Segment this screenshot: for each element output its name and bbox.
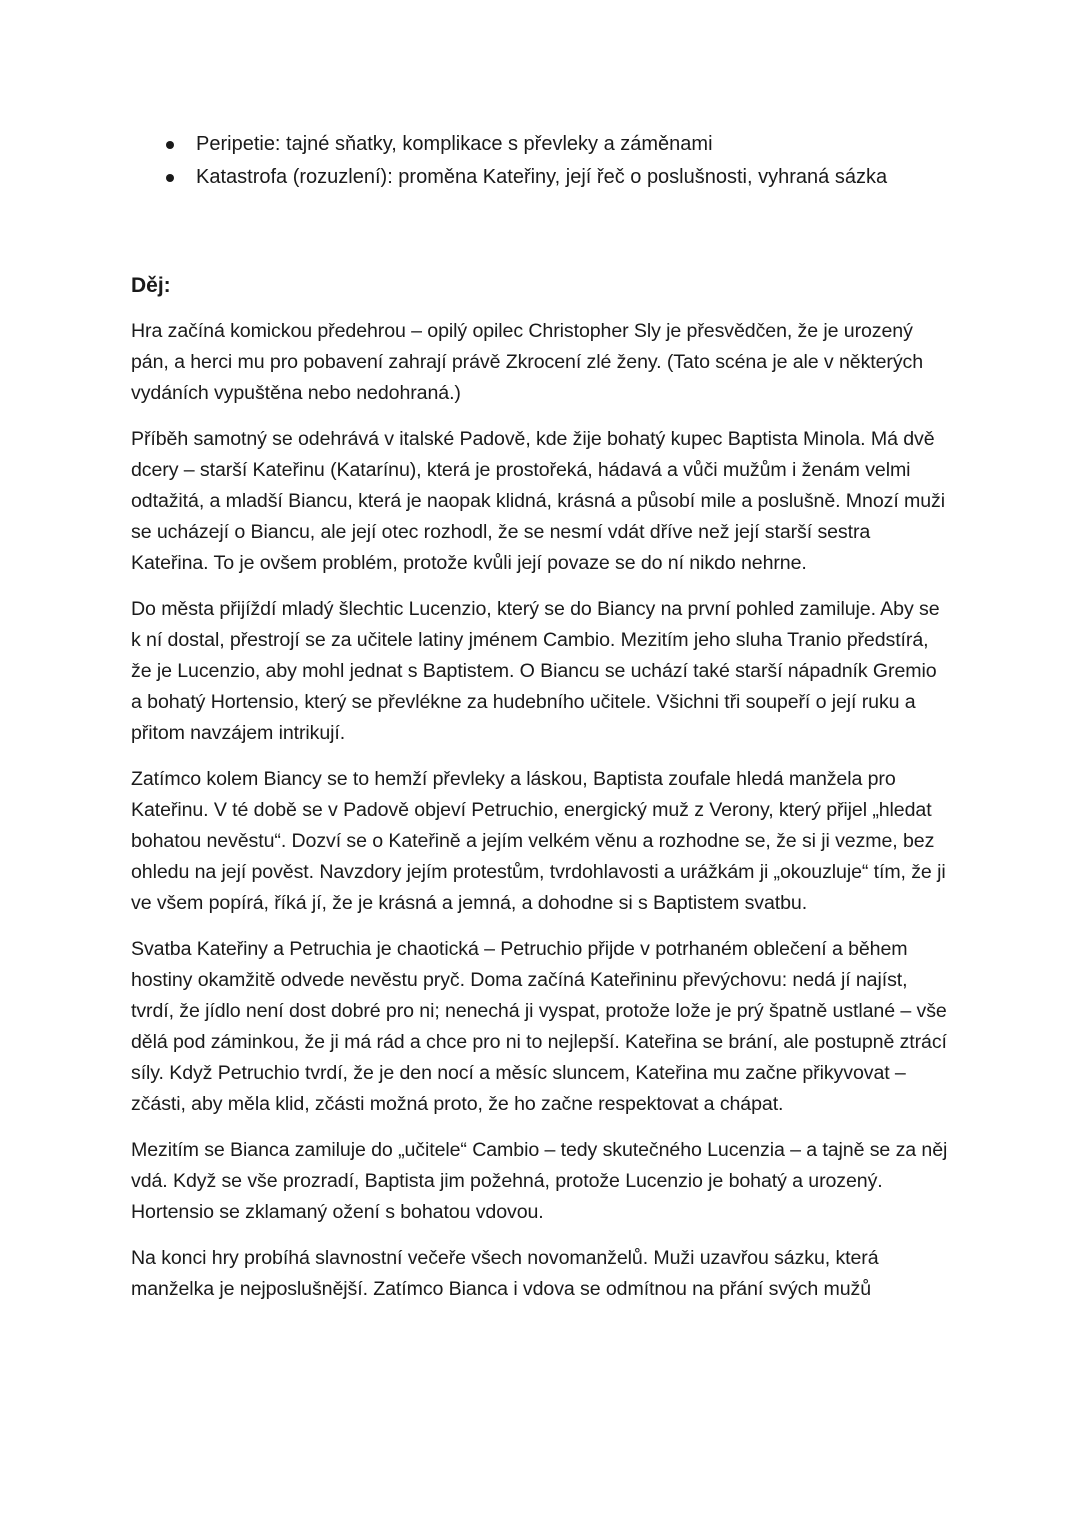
paragraph-lucenzio: Do města přijíždí mladý šlechtic Lucenzio, který se do Biancy na první pohled zamiluje. Aby se k ní dostal, přestrojí se za učitele latiny jménem Cambio. Mezitím jeho sluha Tranio předstírá, že je Lucenzio, aby mohl jednat s Baptistem. O Biancu se uchází také starší nápadník Gremio a bohatý Hortensio, který se převlékne za hudebního učitele. Všichni tři soupeří o její ruku a přitom navzájem intrikují.: [131, 598, 940, 744]
paragraph-setting: Příběh samotný se odehrává v italské Padově, kde žije bohatý kupec Baptista Minola. Má dvě dcery – starší Kateřinu (Katarínu), která je prostořeká, hádavá a vůči mužům i ženám velmi odtažitá, a mladší Biancu, která je naopak klidná, krásná a působí mile a poslušně. Mnozí muži se ucházejí o Biancu, ale její otec rozhodl, že se nesmí vdát dříve než její starší sestra Kateřina. To je ovšem problém, protože kvůli její povaze se do ní nikdo nehrne.: [131, 428, 945, 574]
paragraph-prologue: Hra začíná komickou předehrou – opilý opilec Christopher Sly je přesvědčen, že je urozený pán, a herci mu pro pobavení zahrají právě Zkrocení zlé ženy. (Tato scéna je ale v některých vydáních vypuštěna nebo nedohraná.): [131, 320, 924, 404]
paragraph-petruchio: Zatímco kolem Biancy se to hemží převleky a láskou, Baptista zoufale hledá manžela pro Kateřinu. V té době se v Padově objeví Petruchio, energický muž z Verony, který přijel „hledat bohatou nevěstu“. Dozví se o Kateřině a jejím velkém věnu a rozhodne se, že si ji vezme, bez ohledu na její pověst. Navzdory jejím protestům, tvrdohlavosti a urážkám ji „okouzluje“ tím, že ji ve všem popírá, říká jí, že je krásná a jemná, a dohodne si s Baptistem svatbu.: [131, 768, 946, 914]
section-heading-plot: Děj:: [131, 274, 171, 297]
bullet-item-peripetie: [160, 128, 980, 161]
bullet-dot-icon: [166, 174, 174, 182]
bullet-item-katastrofa: [160, 161, 980, 194]
bullet-list: [160, 128, 980, 194]
paragraph-bianca-marriage: Mezitím se Bianca zamiluje do „učitele“ Cambio – tedy skutečného Lucenzia – a tajně se za něj vdá. Když se vše prozradí, Baptista jim požehná, protože Lucenzio je bohatý a urozený. Hortensio se zklamaný ožení s bohatou vdovou.: [131, 1139, 948, 1223]
bullet-dot-icon: [166, 141, 174, 149]
paragraph-wedding: Svatba Kateřiny a Petruchia je chaotická – Petruchio přijde v potrhaném oblečení a během hostiny okamžitě odvede nevěstu pryč. Doma začíná Kateřininu převýchovu: nedá jí najíst, tvrdí, že jídlo není dost dobré pro ni; nenechá ji vyspat, protože lože je prý špatně ustlané – vše dělá pod záminkou, že ji má rád a chce pro ni to nejlepší. Kateřina se brání, ale postupně ztrácí síly. Když Petruchio tvrdí, že je den nocí a měsíc sluncem, Kateřina mu začne přikyvovat – zčásti, aby měla klid, zčásti možná proto, že ho začne respektovat a chápat.: [131, 938, 947, 1115]
plot-text: [131, 316, 949, 1320]
paragraph-ending: Na konci hry probíhá slavnostní večeře všech novomanželů. Muži uzavřou sázku, která manželka je nejposlušnější. Zatímco Bianca i vdova se odmítnou na přání svých mužů: [131, 1247, 879, 1300]
bullet-text: Peripetie: tajné sňatky, komplikace s převleky a záměnami: [196, 133, 713, 155]
bullet-text: Katastrofa (rozuzlení): proměna Kateřiny, její řeč o poslušnosti, vyhraná sázka: [196, 166, 888, 188]
